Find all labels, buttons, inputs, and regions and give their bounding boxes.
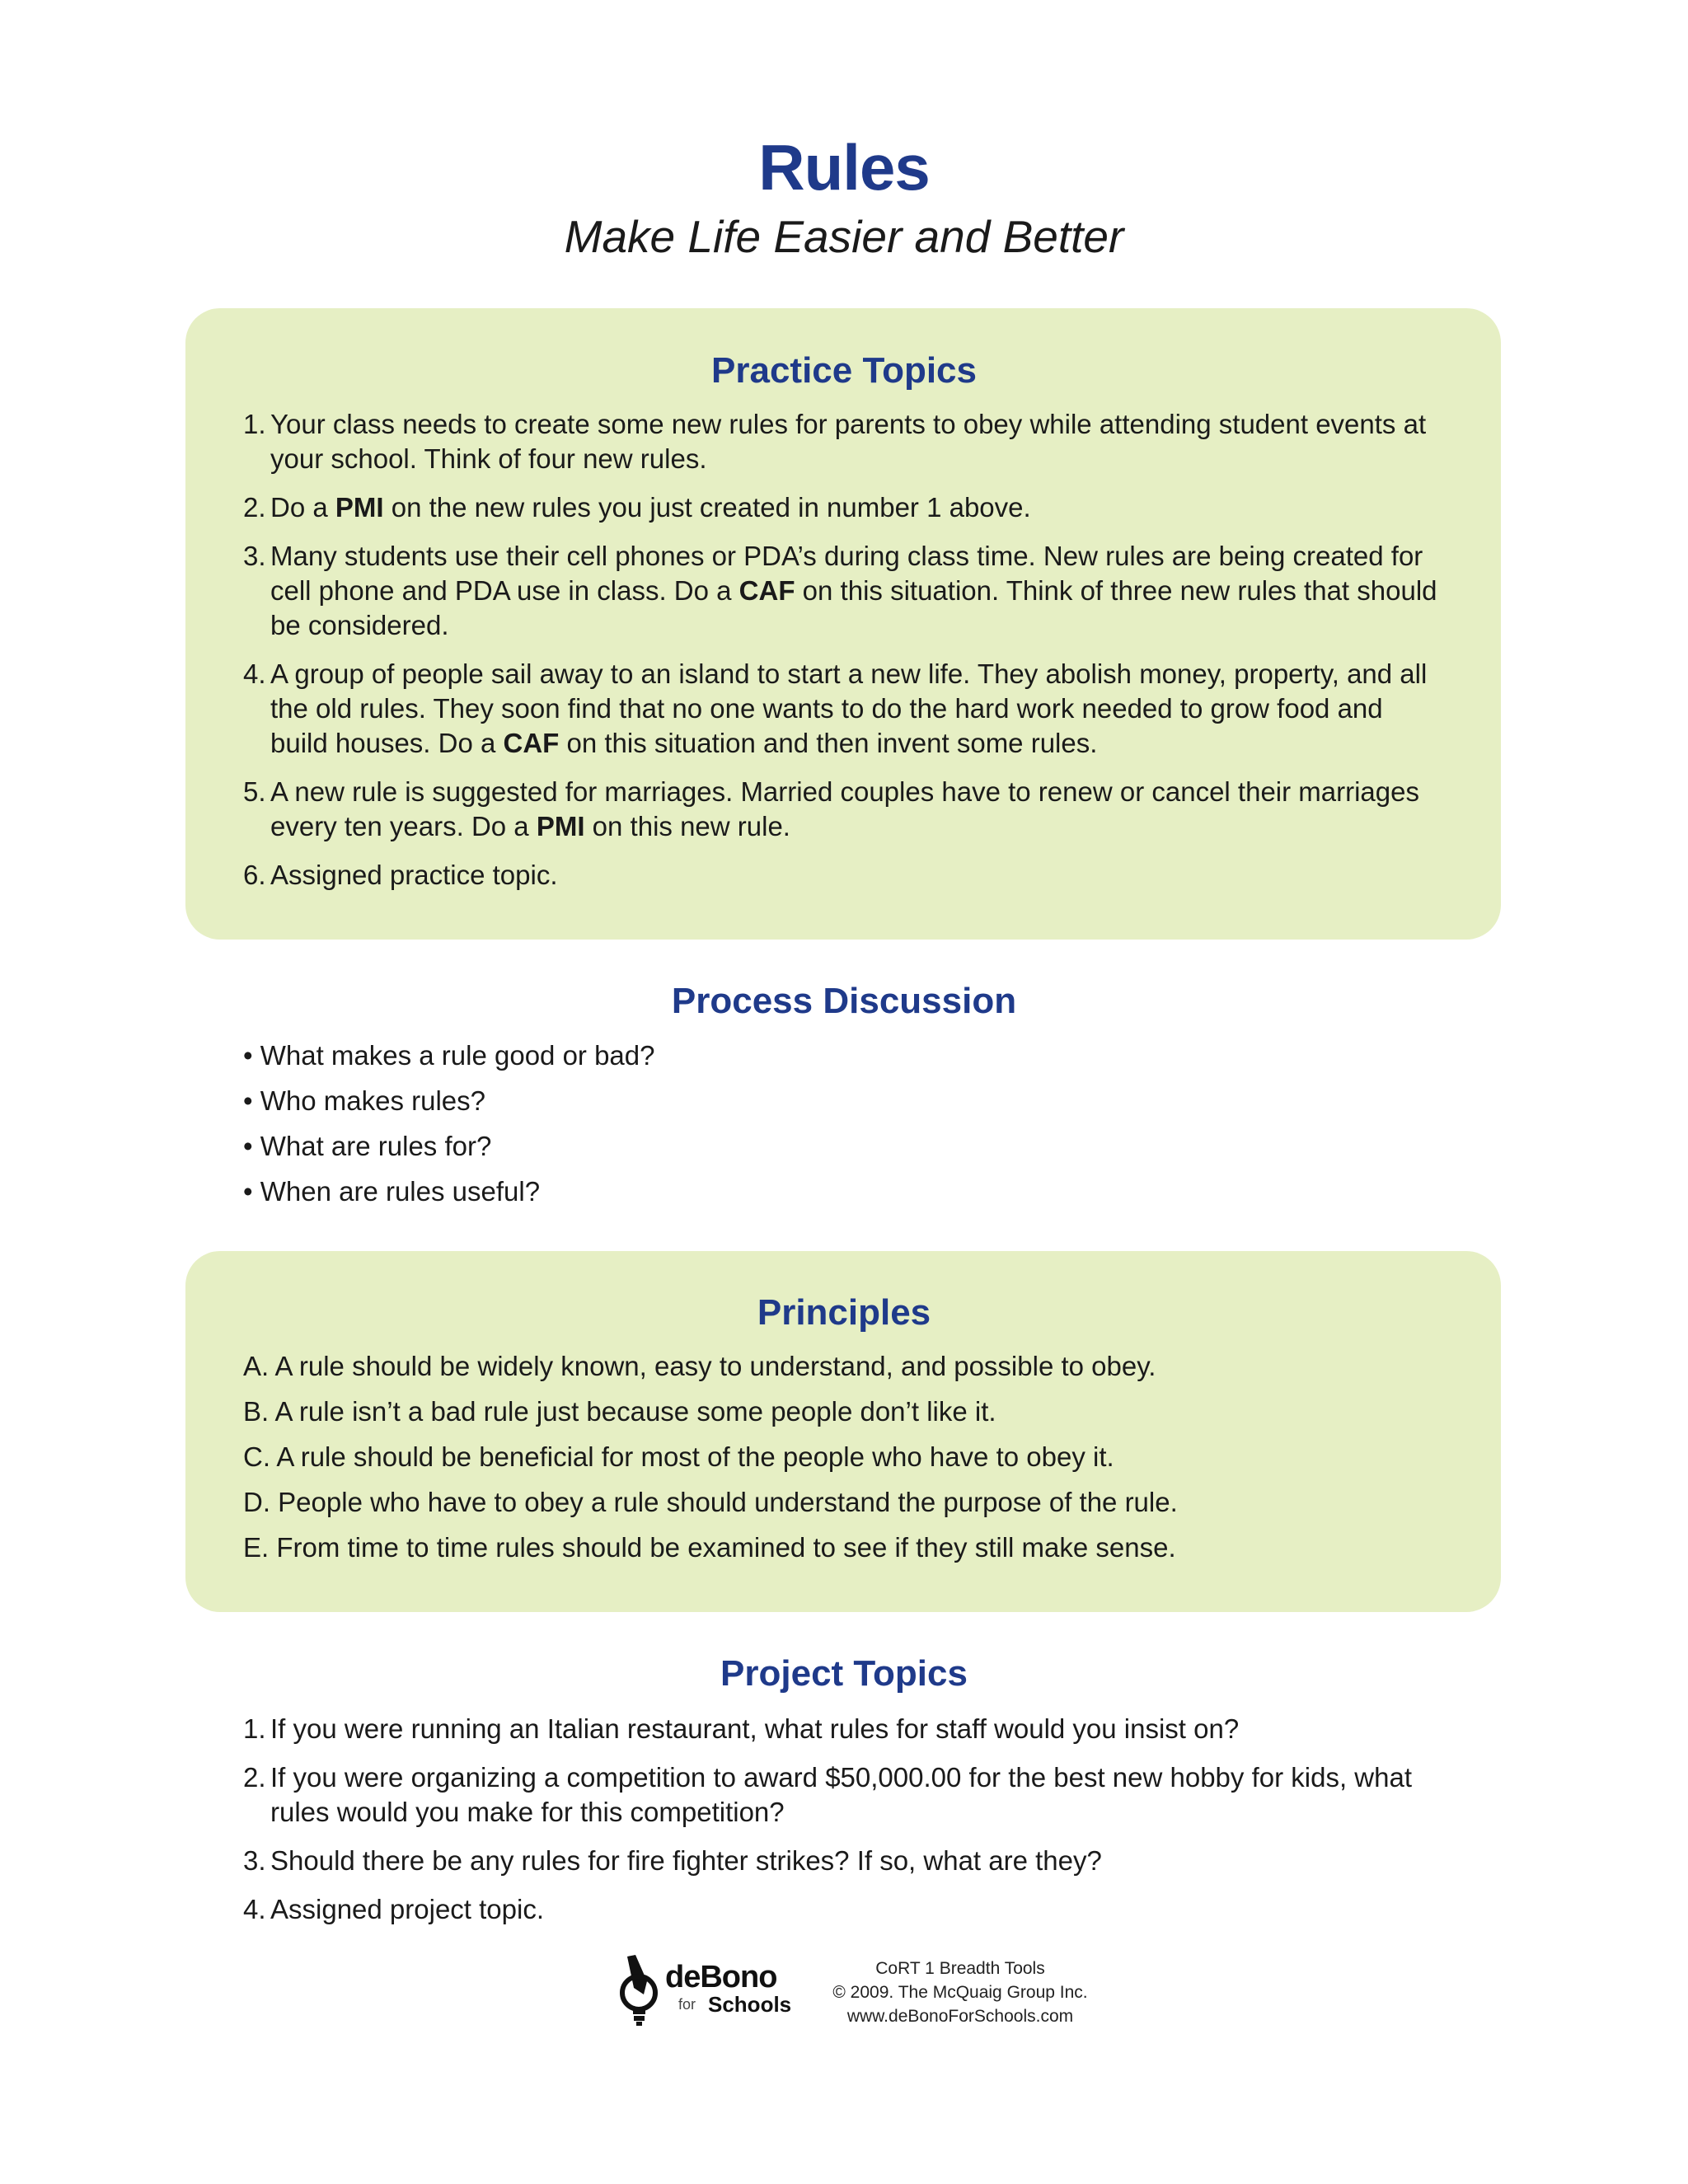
project-topic-item — [243, 1760, 1447, 1830]
logo-for-text: for — [678, 1996, 696, 2013]
debono-logo — [614, 1953, 812, 2027]
practice-topics-list — [243, 407, 1447, 907]
practice-topic-item — [243, 490, 1447, 525]
practice-topic-item — [243, 657, 1447, 761]
item-text: Your class needs to create some new rules for parents to obey while attending student events at your school. Think of four new rules. — [270, 409, 1427, 474]
project-topic-item — [243, 1844, 1447, 1878]
bold-term: CAF — [503, 728, 560, 758]
item-text: Assigned practice topic. — [270, 860, 558, 890]
process-discussion-list — [243, 1038, 1447, 1220]
project-topic-item — [243, 1892, 1447, 1927]
item-text: A group of people sail away to an island to start a new life. They abolish money, property, and all the old rules. They soon find that no one wants to do the hard work needed to grow food and build houses. Do a — [270, 658, 1428, 758]
lightbulb-pencil-icon — [614, 1953, 663, 2027]
item-text: on this new rule. — [584, 811, 790, 841]
footer-line-3: www.deBonoForSchools.com — [846, 2007, 1074, 2026]
item-text: Many students use their cell phones or PDA’s during class time. New rules are being created for cell phone and PDA use in class. Do a — [270, 541, 1423, 606]
bold-term: CAF — [738, 575, 795, 606]
practice-topic-item — [243, 407, 1447, 476]
bold-term: PMI — [335, 492, 384, 523]
principle-item: D. People who have to obey a rule should understand the purpose of the rule. — [243, 1487, 1178, 1517]
item-number: 2. — [243, 1762, 266, 1793]
discussion-item: • What are rules for? — [243, 1131, 492, 1161]
practice-topics-heading: Practice Topics — [711, 350, 977, 391]
project-topic-item — [243, 1712, 1447, 1746]
item-text: Should there be any rules for fire fighter strikes? If so, what are they? — [270, 1845, 1102, 1876]
item-number: 3. — [243, 541, 266, 571]
item-text: A new rule is suggested for marriages. Married couples have to renew or cancel their marriages every ten years. Do a — [270, 776, 1419, 841]
item-number: 5. — [243, 776, 266, 807]
page-subtitle: Make Life Easier and Better — [564, 211, 1124, 262]
logo-schools-text: Schools — [708, 1992, 792, 2017]
item-text: on this situation. Think of three new rules that should be considered. — [270, 575, 1437, 640]
bold-term: PMI — [536, 811, 585, 841]
item-number: 4. — [243, 1894, 266, 1924]
footer-line-1: CoRT 1 Breadth Tools — [875, 1959, 1045, 1978]
principle-item: E. From time to time rules should be examined to see if they still make sense. — [243, 1532, 1176, 1563]
item-number: 2. — [243, 492, 266, 523]
item-text: on the new rules you just created in number 1 above. — [383, 492, 1031, 523]
practice-topic-item — [243, 539, 1447, 643]
item-text: on this situation and then invent some rules. — [559, 728, 1098, 758]
item-number: 1. — [243, 1713, 266, 1744]
principles-list — [243, 1349, 1447, 1576]
project-topics-heading: Project Topics — [720, 1653, 968, 1694]
item-text: If you were running an Italian restaurant, what rules for staff would you insist on? — [270, 1713, 1240, 1744]
item-text: Assigned project topic. — [270, 1894, 545, 1924]
discussion-item: • When are rules useful? — [243, 1176, 541, 1207]
item-text: If you were organizing a competition to award $50,000.00 for the best new hobby for kids, what rules would you make for this competition? — [270, 1762, 1412, 1827]
principles-heading: Principles — [757, 1292, 931, 1333]
item-number: 3. — [243, 1845, 266, 1876]
item-text: Do a — [270, 492, 335, 523]
discussion-item: • Who makes rules? — [243, 1085, 485, 1116]
principle-item: B. A rule isn’t a bad rule just because some people don’t like it. — [243, 1396, 996, 1427]
discussion-item: • What makes a rule good or bad? — [243, 1040, 655, 1071]
practice-topic-item — [243, 775, 1447, 844]
page-title: Rules — [758, 131, 930, 204]
footer-line-2: © 2009. The McQuaig Group Inc. — [832, 1983, 1088, 2002]
item-number: 4. — [243, 658, 266, 689]
principle-item: A. A rule should be widely known, easy to understand, and possible to obey. — [243, 1351, 1156, 1381]
principle-item: C. A rule should be beneficial for most of the people who have to obey it. — [243, 1441, 1114, 1472]
item-number: 6. — [243, 860, 266, 890]
process-discussion-heading: Process Discussion — [671, 981, 1017, 1021]
item-number: 1. — [243, 409, 266, 439]
project-topics-list — [243, 1712, 1447, 1941]
logo-wordmark: deBono — [665, 1960, 777, 1994]
practice-topic-item — [243, 858, 1447, 893]
footer-copyright — [824, 1957, 1096, 2028]
